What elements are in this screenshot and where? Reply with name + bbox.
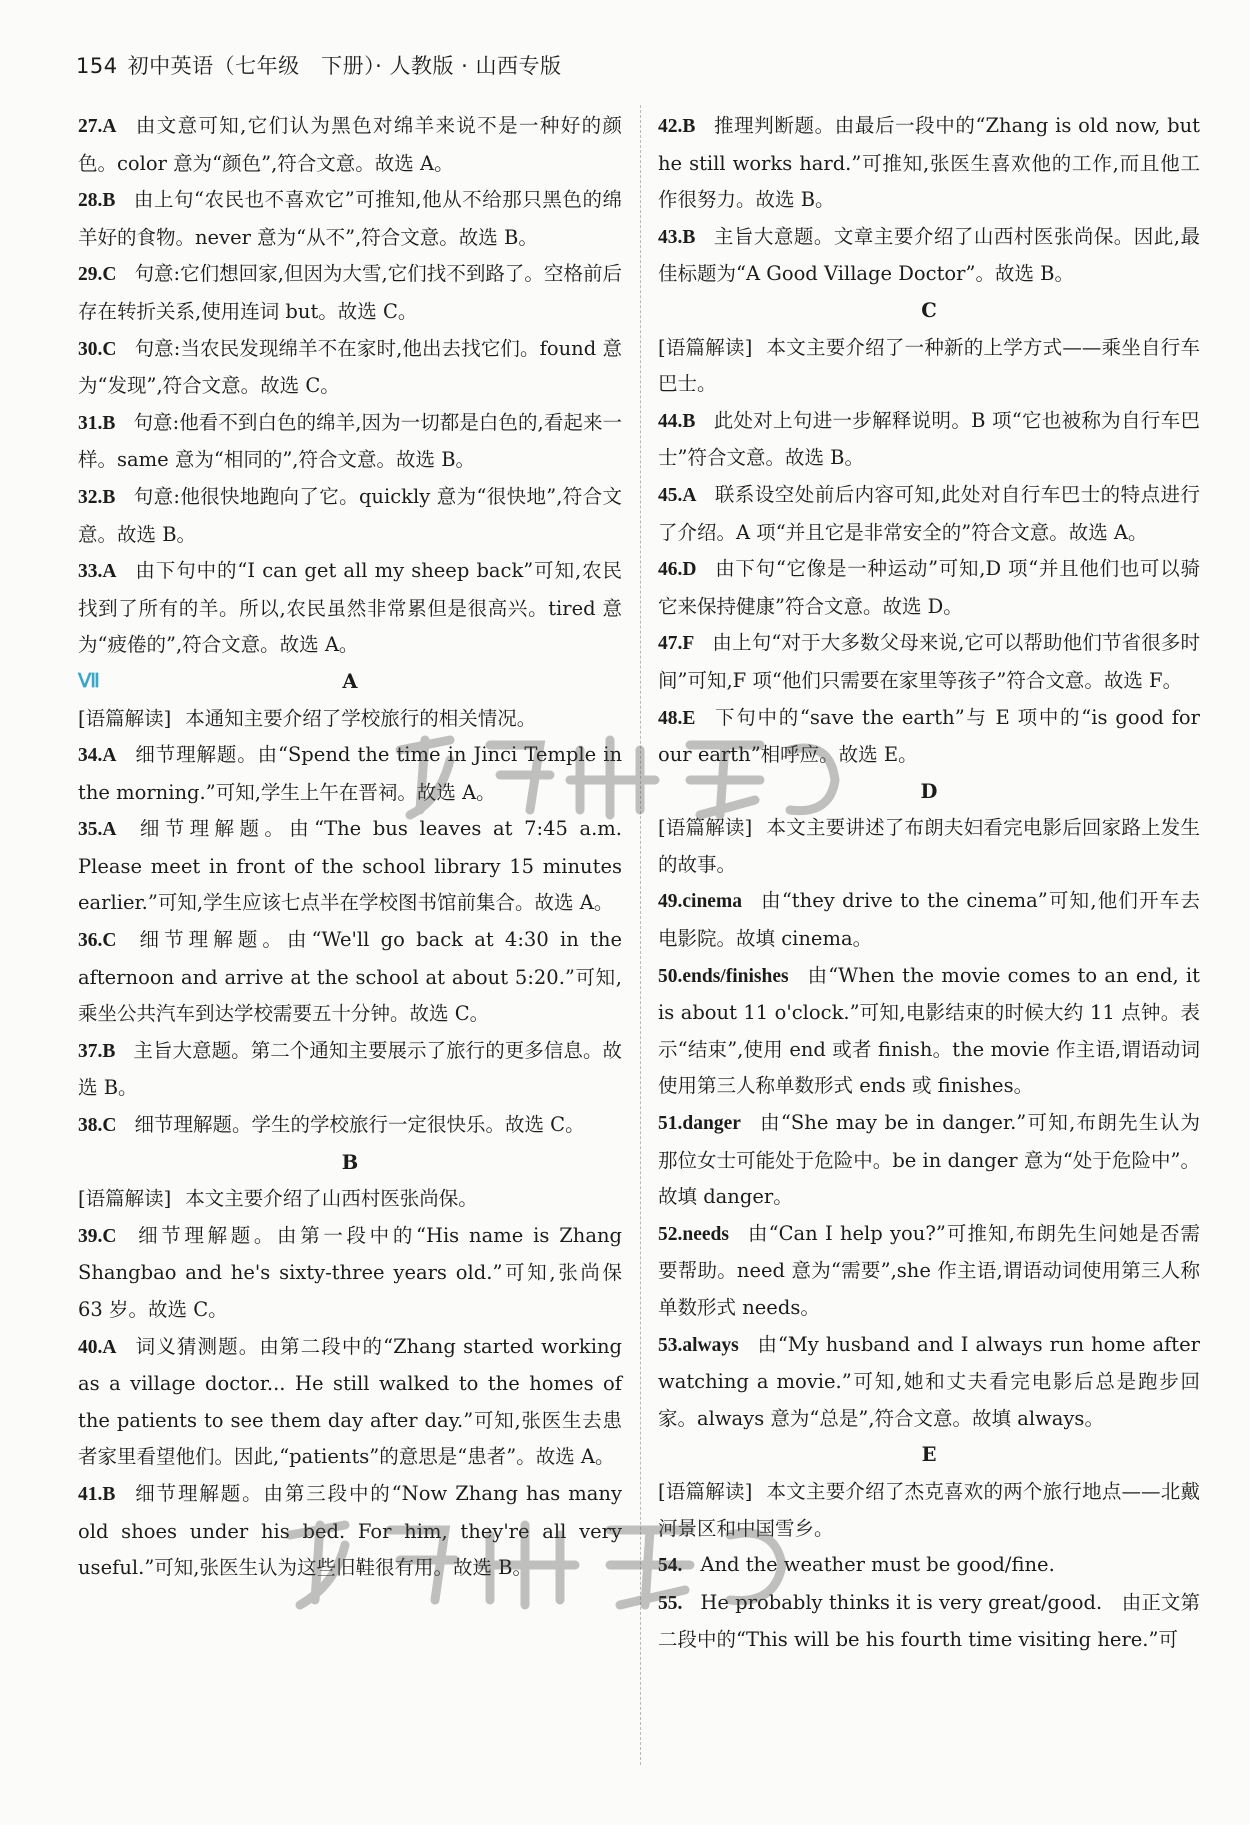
answer-explanation: 细节理解题。由“We'll go back at 4:30 in the afternoon and arrive at the school at about 5:20.”可知,乘坐公共汽车到达学校需要五十分钟。故选 C。 [78, 928, 622, 1026]
column-divider [640, 105, 641, 1765]
answer-explanation: 主旨大意题。文章主要介绍了山西村医张尚保。因此,最佳标题为“A Good Village Doctor”。故选 B。 [658, 224, 1200, 286]
answer-item [658, 958, 1200, 1105]
answer-explanation: 由上句“对于大多数父母来说,它可以帮助他们节省很多时间”可知,F 项“他们只需要在家里等孩子”符合文意。故选 F。 [658, 631, 1200, 692]
answer-item [78, 479, 622, 553]
answer-number: 50.ends/finishes [658, 965, 789, 987]
answer-number: 33.A [78, 561, 117, 583]
answer-item [658, 1547, 1200, 1585]
answer-explanation: 联系设空处前后内容可知,此处对自行车巴士的特点进行了介绍。A 项“并且它是非常安全的”符合文意。故选 A。 [658, 482, 1200, 544]
analysis-text: 本文主要介绍了杰克喜欢的两个旅行地点——北戴河景区和中国雪乡。 [658, 1479, 1200, 1540]
answer-item [78, 737, 622, 811]
analysis-text: 本通知主要介绍了学校旅行的相关情况。 [185, 706, 537, 730]
answer-explanation: 由“Can I help you?”可推知,布朗先生问她是否需要帮助。need 意为“需要”,she 作主语,谓语动词使用第三人称单数形式 needs。 [658, 1221, 1200, 1319]
answer-number: 32.B [78, 486, 116, 508]
analysis-tag: [语篇解读] [78, 706, 172, 730]
analysis-text: 本文主要介绍了一种新的上学方式——乘坐自行车巴士。 [658, 335, 1200, 396]
answer-explanation: 此处对上句进一步解释说明。B 项“它也被称为自行车巴士”符合文意。故选 B。 [658, 408, 1200, 470]
answer-explanation: 主旨大意题。第二个通知主要展示了旅行的更多信息。故选 B。 [78, 1038, 622, 1100]
answer-number: 29.C [78, 264, 117, 286]
answer-number: 41.B [78, 1483, 116, 1505]
answer-explanation: 词义猜测题。由第二段中的“Zhang started working as a village doctor... He still walked to the homes of the patients to see them day after day.”可知,张医生去患者家里看望他们。因此,“patients”的意思是“患者”。故选 A。 [78, 1334, 622, 1469]
answer-explanation: 由文意可知,它们认为黑色对绵羊来说不是一种好的颜色。color 意为“颜色”,符合文意。故选 A。 [78, 114, 622, 175]
answer-number: 53.always [658, 1334, 739, 1356]
answer-item [78, 1329, 622, 1476]
answer-explanation: 下句中的“save the earth”与 E 项中的“is good for our earth”相呼应。故选 E。 [658, 705, 1200, 767]
answer-item [658, 1216, 1200, 1327]
answer-item [78, 1218, 622, 1329]
section-heading: B [341, 1150, 359, 1174]
answer-item [658, 219, 1200, 293]
passage-analysis [78, 701, 622, 738]
left-column [78, 108, 622, 1587]
answer-explanation: 细节理解题。学生的学校旅行一定很快乐。故选 C。 [134, 1113, 585, 1137]
passage-analysis [658, 1474, 1200, 1547]
answer-item [78, 256, 622, 330]
analysis-tag: [语篇解读] [658, 1479, 753, 1503]
answer-number: 48.E [658, 707, 696, 729]
answer-item [78, 331, 622, 405]
answer-number: 28.B [78, 190, 116, 212]
answer-item [78, 811, 622, 922]
answer-number: 42.B [658, 116, 696, 137]
answer-explanation: And the weather must be good/fine. [700, 1553, 1055, 1577]
answer-number: 38.C [78, 1115, 117, 1137]
answer-number: 46.D [658, 559, 697, 581]
answer-number: 44.B [658, 410, 696, 432]
answer-number: 30.C [78, 338, 117, 360]
right-column [658, 108, 1200, 1659]
answer-explanation: 由“She may be in danger.”可知,布朗先生认为那位女士可能处于危险中。be in danger 意为“处于危险中”。故填 danger。 [658, 1111, 1200, 1209]
answer-item [658, 1105, 1200, 1216]
answer-number: 52.needs [658, 1223, 729, 1245]
answer-item [658, 700, 1200, 774]
passage-analysis [658, 330, 1200, 403]
answer-item [78, 182, 622, 256]
answer-item [658, 1327, 1200, 1438]
answer-item [658, 625, 1200, 699]
answer-number: 34.A [78, 745, 117, 767]
answer-explanation: 由“When the movie comes to an end, it is about 11 o'clock.”可知,电影结束的时候大约 11 点钟。表示“结束”,使用 end 或者 finish。the movie 作主语,谓语动词使用第三人称单数形式 ends 或 finishes。 [658, 963, 1200, 1098]
answer-item [658, 1585, 1200, 1659]
answer-explanation: 细节理解题。由“Spend the time in Jinci Temple in the morning.”可知,学生上午在晋祠。故选 A。 [78, 743, 622, 804]
answer-number: 40.A [78, 1336, 117, 1358]
answer-number: 45.A [658, 484, 697, 506]
answer-number: 39.C [78, 1225, 117, 1247]
analysis-text: 本文主要介绍了山西村医张尚保。 [185, 1187, 478, 1211]
answer-item [78, 405, 622, 479]
analysis-tag: [语篇解读] [658, 816, 753, 840]
analysis-text: 本文主要讲述了布朗夫妇看完电影后回家路上发生的故事。 [658, 816, 1200, 876]
section-heading: E [921, 1443, 937, 1467]
answer-item [658, 477, 1200, 551]
page-header [76, 50, 561, 80]
answer-number: 36.C [78, 930, 117, 952]
answer-item [78, 1107, 622, 1145]
section-heading [78, 664, 622, 701]
section-heading: C [921, 298, 937, 322]
section-letter: A [342, 669, 358, 693]
answer-item [658, 883, 1200, 957]
answer-explanation: 细节理解题。由第三段中的“Now Zhang has many old shoes under his bed. For him, they're all very useful.”可知,张医生认为这些旧鞋很有用。故选 B。 [78, 1481, 622, 1580]
answer-number: 27.A [78, 116, 117, 137]
passage-analysis [658, 810, 1200, 883]
answer-explanation: 由下句“它像是一种运动”可知,D 项“并且他们也可以骑它来保持健康”符合文意。故选 D。 [658, 557, 1200, 618]
answer-explanation: 细节理解题。由第一段中的“His name is Zhang Shangbao and he's sixty-three years old.”可知,张尚保 63 岁。故选 C。 [78, 1223, 622, 1321]
page-number: 154 [76, 54, 118, 78]
analysis-tag: [语篇解读] [78, 1187, 172, 1211]
answer-number: 43.B [658, 226, 696, 248]
book-title: 初中英语（七年级 下册）· 人教版 · 山西专版 [127, 54, 562, 78]
section-heading: D [920, 779, 938, 803]
answer-explanation: 由上句“农民也不喜欢它”可推知,他从不给那只黑色的绵羊好的食物。never 意为“从不”,符合文意。故选 B。 [78, 188, 622, 249]
part-number: Ⅶ [78, 670, 100, 692]
answer-explanation: 句意:他很快地跑向了它。quickly 意为“很快地”,符合文意。故选 B。 [78, 484, 622, 546]
answer-explanation: He probably thinks it is very great/good. 由正文第二段中的“This will be his fourth time visiting here.”可 [658, 1590, 1200, 1652]
answer-explanation: 推理判断题。由最后一段中的“Zhang is old now, but he still works hard.”可推知,张医生喜欢他的工作,而且他工作很努力。故选 B。 [658, 114, 1200, 212]
answer-item [78, 1033, 622, 1107]
answer-item [78, 553, 622, 664]
answer-explanation: 句意:当农民发现绵羊不在家时,他出去找它们。found 意为“发现”,符合文意。故选 C。 [78, 336, 622, 398]
answer-item [78, 1476, 622, 1587]
answer-number: 51.danger [658, 1113, 741, 1135]
answer-number: 35.A [78, 819, 117, 841]
answer-item [78, 108, 622, 182]
answer-number: 54. [658, 1555, 683, 1577]
answer-number: 49.cinema [658, 891, 742, 913]
answer-item [658, 551, 1200, 625]
answer-number: 31.B [78, 412, 116, 434]
analysis-tag: [语篇解读] [658, 335, 753, 359]
answer-item [658, 403, 1200, 477]
answer-number: 37.B [78, 1040, 116, 1062]
answer-explanation: 由下句中的“I can get all my sheep back”可知,农民找到了所有的羊。所以,农民虽然非常累但是很高兴。tired 意为“疲倦的”,符合文意。故选 A。 [78, 559, 622, 657]
answer-explanation: 由“My husband and I always run home after watching a movie.”可知,她和丈夫看完电影后总是跑步回家。always 意为“总是”,符合文意。故填 always。 [658, 1332, 1200, 1430]
answer-explanation: 由“they drive to the cinema”可知,他们开车去电影院。故填 cinema。 [658, 889, 1200, 951]
answer-number: 55. [658, 1592, 683, 1614]
answer-explanation: 句意:他看不到白色的绵羊,因为一切都是白色的,看起来一样。same 意为“相同的”,符合文意。故选 B。 [78, 410, 622, 472]
answer-explanation: 细节理解题。由“The bus leaves at 7:45 a.m. Please meet in front of the school library 15 minutes earlier.”可知,学生应该七点半在学校图书馆前集合。故选 A。 [78, 817, 622, 915]
answer-number: 47.F [658, 633, 695, 655]
answer-item [658, 108, 1200, 219]
passage-analysis [78, 1181, 622, 1218]
answer-item [78, 922, 622, 1033]
answer-explanation: 句意:它们想回家,但因为大雪,它们找不到路了。空格前后存在转折关系,使用连词 but。故选 C。 [78, 262, 622, 323]
